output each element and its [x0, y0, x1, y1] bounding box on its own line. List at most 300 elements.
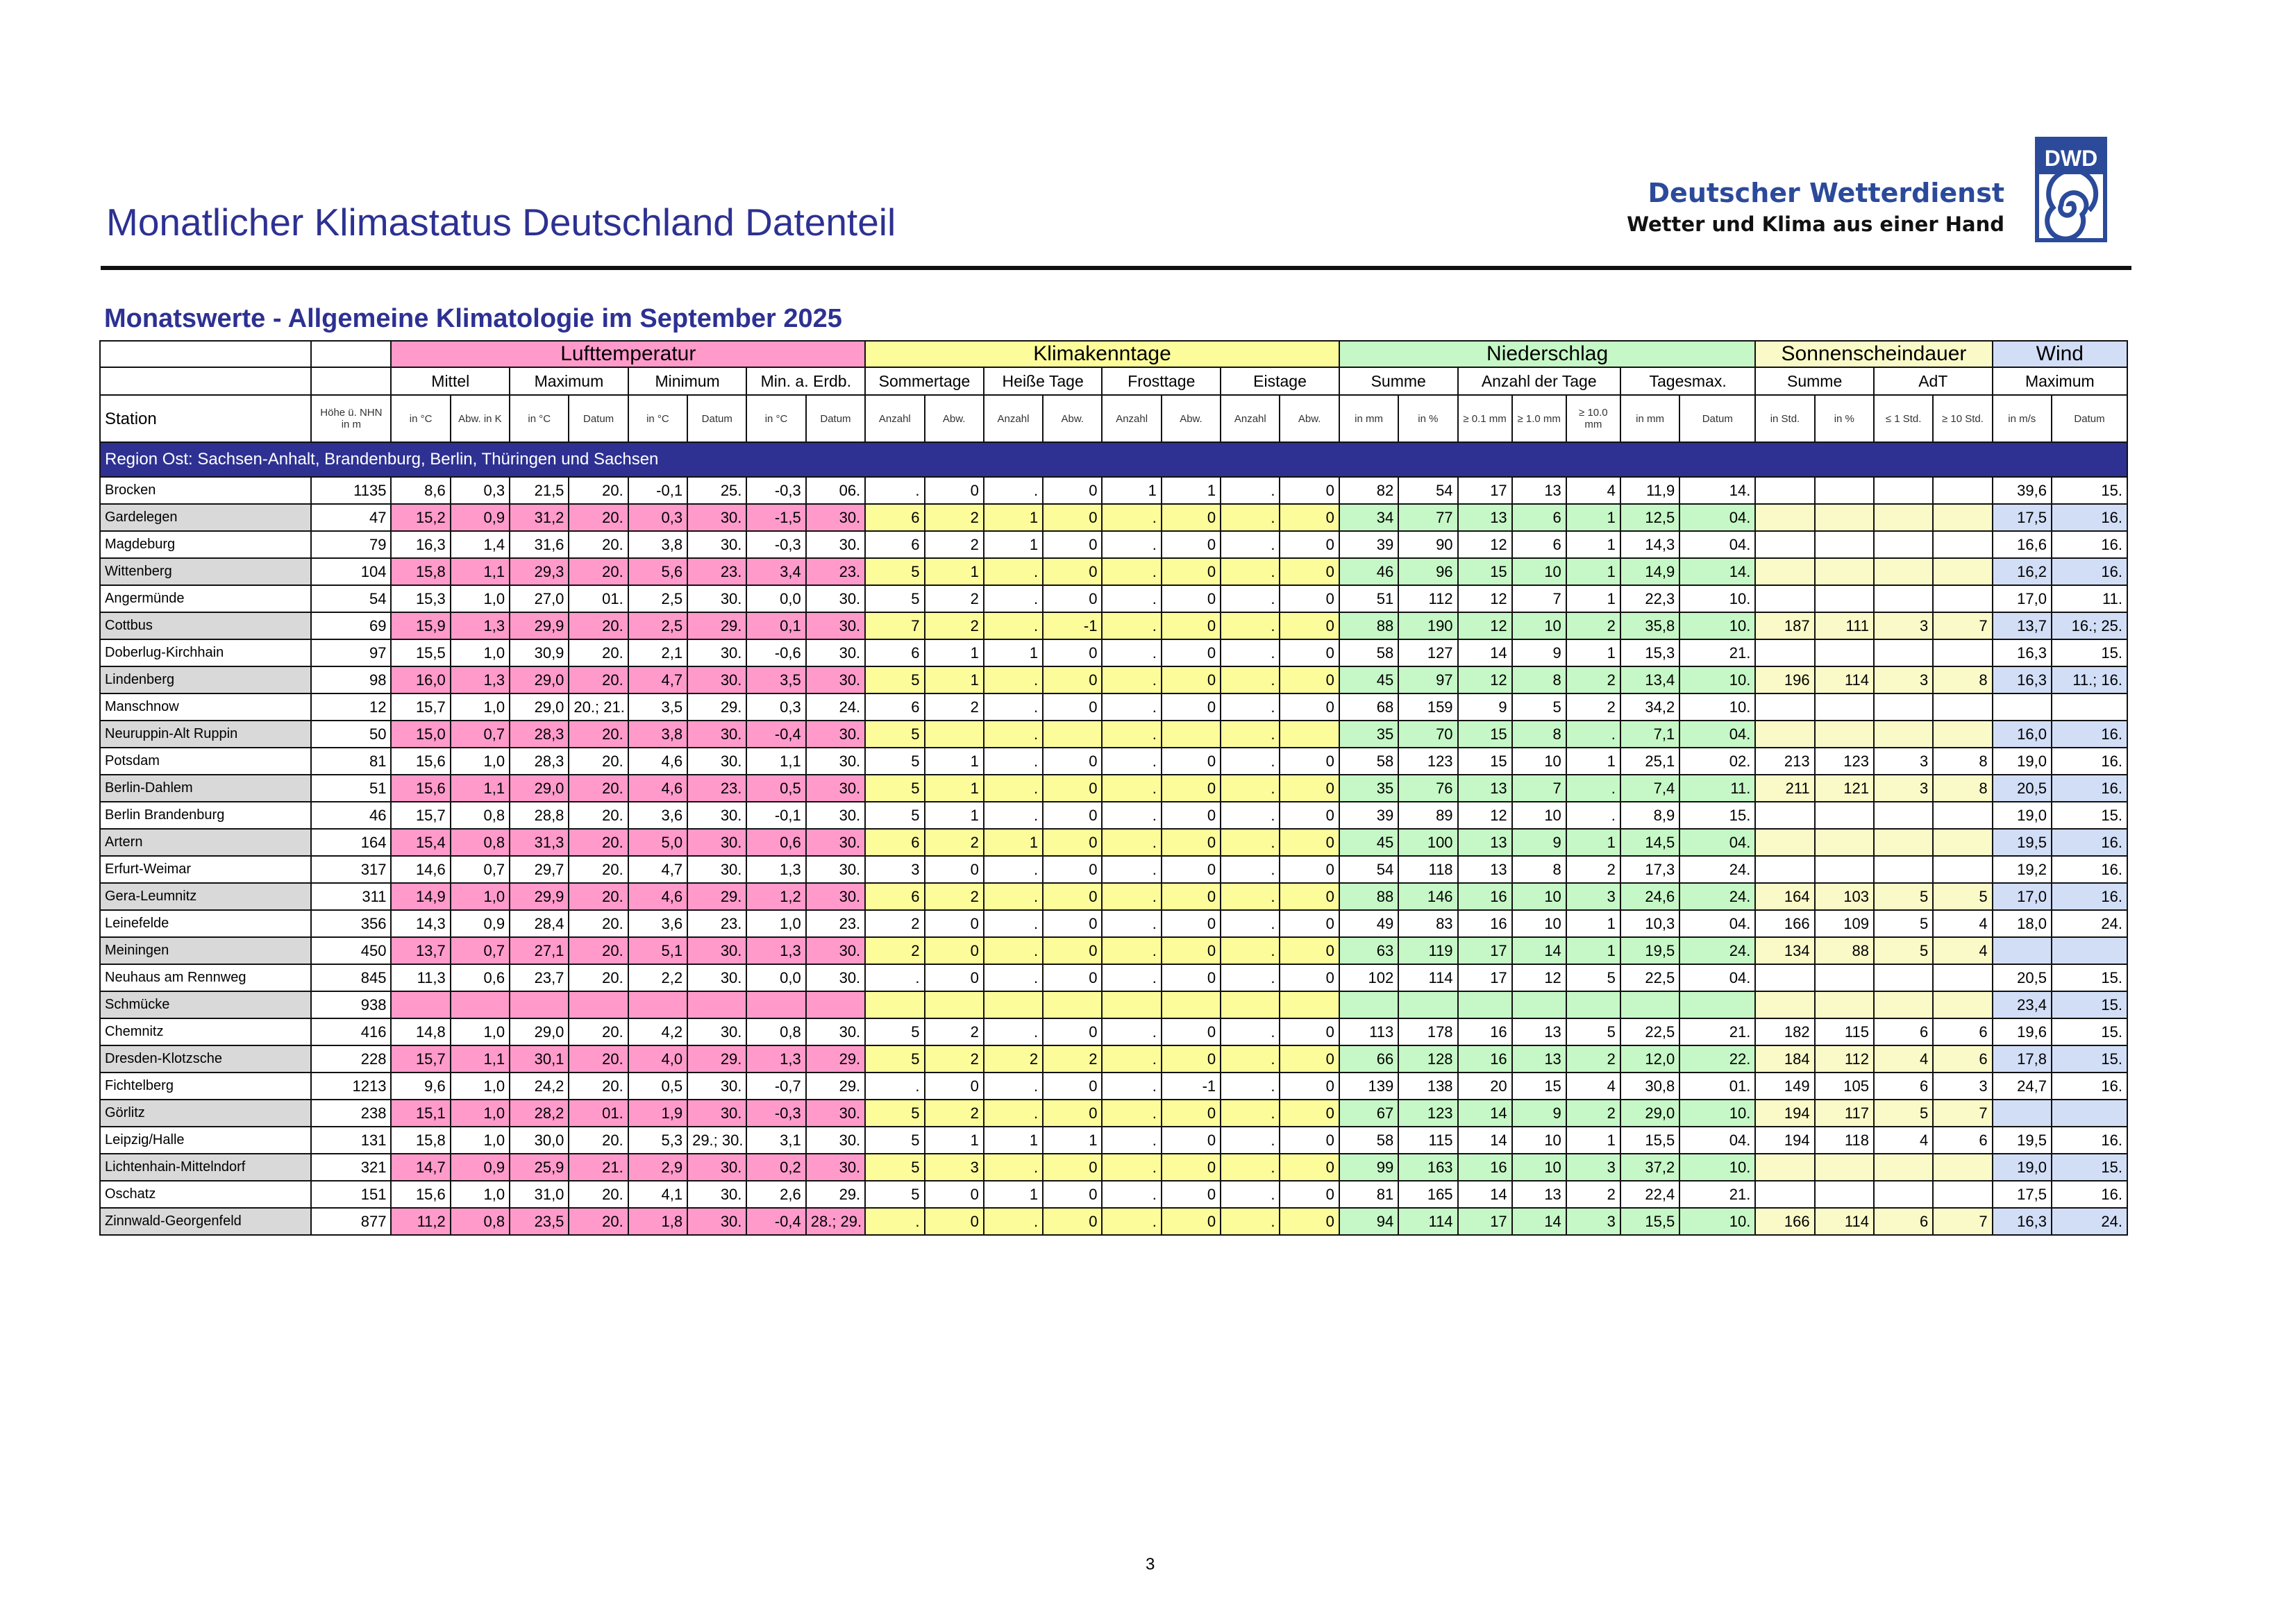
table-cell: 123 [1398, 1100, 1457, 1127]
table-cell: 29,0 [510, 1018, 569, 1045]
table-cell: 3 [1566, 883, 1620, 910]
unit-head: Abw. [1162, 395, 1221, 442]
table-cell: 0 [1162, 504, 1221, 531]
unit-head: Abw. [1280, 395, 1339, 442]
table-cell: 16,3 [1993, 639, 2052, 666]
table-cell: 18,0 [1993, 910, 2052, 937]
table-cell: 6 [865, 693, 924, 721]
table-cell: 0 [1162, 829, 1221, 856]
table-cell: 115 [1815, 1018, 1874, 1045]
table-cell: -0,6 [746, 639, 805, 666]
table-cell: 3 [1874, 666, 1933, 693]
table-cell: 6 [865, 883, 924, 910]
table-cell: 15,5 [1620, 1127, 1679, 1154]
table-cell: 20. [569, 1045, 628, 1073]
table-cell [1815, 1181, 1874, 1208]
table-cell: 17,8 [1993, 1045, 2052, 1073]
table-cell: 13 [1458, 504, 1512, 531]
table-cell: 25,9 [510, 1154, 569, 1181]
table-cell: 17,5 [1993, 1181, 2052, 1208]
table-cell: . [1102, 937, 1161, 964]
table-cell: 0,9 [451, 504, 510, 531]
table-cell: 3 [865, 856, 924, 883]
station-name: Doberlug-Kirchhain [100, 639, 311, 666]
table-cell: -1,5 [746, 504, 805, 531]
table-cell: 76 [1398, 775, 1457, 802]
table-cell: 3,1 [746, 1127, 805, 1154]
table-cell: 4 [1874, 1045, 1933, 1073]
table-cell: 5 [865, 1127, 924, 1154]
station-name: Leinefelde [100, 910, 311, 937]
table-cell [1815, 693, 1874, 721]
table-cell: . [984, 585, 1043, 612]
table-cell: . [1221, 612, 1280, 639]
table-cell: 3 [1566, 1208, 1620, 1235]
table-cell: 0 [1280, 802, 1339, 829]
table-cell: 54 [1398, 477, 1457, 504]
table-row [100, 585, 2127, 612]
table-cell: 30. [687, 585, 746, 612]
table-cell: 7 [1933, 1100, 1992, 1127]
sub-anzahl-tage: Anzahl der Tage [1458, 367, 1620, 395]
table-cell: 211 [1755, 775, 1814, 802]
sub-sd-summe: Summe [1755, 367, 1874, 395]
table-cell: 8,6 [391, 477, 450, 504]
table-cell [1755, 991, 1814, 1018]
table-cell [1755, 1181, 1814, 1208]
table-cell: 2 [925, 531, 984, 558]
table-cell [1815, 829, 1874, 856]
table-cell: 02. [1679, 748, 1755, 775]
table-cell: 3,8 [628, 721, 687, 748]
table-cell: 19,0 [1993, 802, 2052, 829]
table-cell: 16,0 [1993, 721, 2052, 748]
table-cell: 28,2 [510, 1100, 569, 1127]
station-name: Oschatz [100, 1181, 311, 1208]
table-cell: 89 [1398, 802, 1457, 829]
table-cell: 30. [687, 1154, 746, 1181]
table-cell: 20. [569, 1073, 628, 1100]
table-cell: 2 [1566, 1181, 1620, 1208]
table-cell: 0 [1162, 639, 1221, 666]
station-name: Neuruppin-Alt Ruppin [100, 721, 311, 748]
table-cell: 30. [687, 1018, 746, 1045]
unit-head: ≥ 1.0 mm [1512, 395, 1566, 442]
table-cell: 29. [806, 1045, 865, 1073]
table-cell: 1 [1043, 1127, 1102, 1154]
table-cell: 30. [687, 504, 746, 531]
table-cell: 35 [1339, 775, 1398, 802]
table-cell: 20 [1458, 1073, 1512, 1100]
table-cell: 10 [1512, 558, 1566, 585]
table-cell: 15. [2052, 1018, 2127, 1045]
table-cell: . [1221, 1127, 1280, 1154]
table-cell: 10 [1512, 748, 1566, 775]
table-cell: 30. [806, 666, 865, 693]
table-cell [1755, 693, 1814, 721]
table-cell [1874, 991, 1933, 1018]
table-cell: 8 [1933, 666, 1992, 693]
table-cell: 28.; 29. [806, 1208, 865, 1235]
table-cell: 0 [1280, 612, 1339, 639]
table-cell: -0,1 [746, 802, 805, 829]
table-cell: 0 [1043, 748, 1102, 775]
table-cell [1566, 991, 1620, 1018]
table-cell: 0 [1280, 504, 1339, 531]
table-cell: 29,0 [510, 775, 569, 802]
table-cell [1458, 991, 1512, 1018]
table-cell: 39 [1339, 531, 1398, 558]
station-name: Leipzig/Halle [100, 1127, 311, 1154]
table-cell: 14,9 [391, 883, 450, 910]
logo-name: Deutscher Wetterdienst [1648, 178, 2004, 208]
table-cell: 5 [1874, 883, 1933, 910]
table-cell [510, 991, 569, 1018]
table-cell: 10 [1512, 1127, 1566, 1154]
table-cell: 20.; 21. [569, 693, 628, 721]
table-cell: 121 [1815, 775, 1874, 802]
table-cell: 68 [1339, 693, 1398, 721]
table-cell: . [1102, 748, 1161, 775]
table-cell: 0 [1280, 1045, 1339, 1073]
table-cell: 10 [1512, 612, 1566, 639]
table-cell: 10 [1512, 910, 1566, 937]
table-cell: 20. [569, 721, 628, 748]
table-cell [1933, 477, 1992, 504]
table-cell: 1 [1566, 585, 1620, 612]
table-cell [1815, 1154, 1874, 1181]
table-cell [1874, 1154, 1933, 1181]
table-cell: 1,0 [451, 1181, 510, 1208]
table-cell: 16 [1458, 1154, 1512, 1181]
table-cell: 2,5 [628, 612, 687, 639]
table-cell: 15 [1458, 558, 1512, 585]
table-cell: 6 [865, 504, 924, 531]
table-cell [984, 991, 1043, 1018]
table-cell: 5,0 [628, 829, 687, 856]
table-cell: 88 [1339, 612, 1398, 639]
table-cell: 0 [1280, 883, 1339, 910]
table-cell: . [984, 666, 1043, 693]
table-cell: 1,0 [451, 585, 510, 612]
table-cell: 16. [2052, 531, 2127, 558]
table-cell: 30. [806, 1100, 865, 1127]
table-cell: 5 [1933, 883, 1992, 910]
table-cell: 20. [569, 1208, 628, 1235]
table-cell [1815, 639, 1874, 666]
table-cell: 8 [1933, 775, 1992, 802]
table-row [100, 1154, 2127, 1181]
table-cell: 81 [311, 748, 391, 775]
table-cell: 1,1 [451, 775, 510, 802]
logo-abbr: DWD [2044, 146, 2098, 171]
table-cell: 19,5 [1993, 1127, 2052, 1154]
table-cell: 06. [806, 477, 865, 504]
table-cell: 131 [311, 1127, 391, 1154]
table-cell: 16,2 [1993, 558, 2052, 585]
table-cell: 10. [1679, 666, 1755, 693]
table-cell: . [984, 558, 1043, 585]
table-cell: 118 [1398, 856, 1457, 883]
table-cell: 2 [1566, 666, 1620, 693]
table-cell: 0 [1162, 585, 1221, 612]
table-cell: 1 [1566, 937, 1620, 964]
table-cell: 24,7 [1993, 1073, 2052, 1100]
table-cell: 15 [1458, 721, 1512, 748]
table-cell: 10. [1679, 1208, 1755, 1235]
table-cell: 5 [865, 748, 924, 775]
table-cell: 7 [1933, 1208, 1992, 1235]
table-cell: . [1221, 666, 1280, 693]
table-cell: 30,1 [510, 1045, 569, 1073]
sub-minimum: Minimum [628, 367, 747, 395]
table-cell [1102, 991, 1161, 1018]
table-cell: 8,9 [1620, 802, 1679, 829]
table-cell: 0 [1280, 531, 1339, 558]
unit-head: Abw. [925, 395, 984, 442]
table-cell: 139 [1339, 1073, 1398, 1100]
station-name: Berlin Brandenburg [100, 802, 311, 829]
table-cell: 1 [925, 1127, 984, 1154]
table-cell: 1,0 [451, 883, 510, 910]
table-cell: 31,0 [510, 1181, 569, 1208]
table-cell: 23. [806, 910, 865, 937]
table-cell: 845 [311, 964, 391, 991]
table-cell: 1 [925, 748, 984, 775]
table-cell: 1,1 [746, 748, 805, 775]
table-cell: 4,7 [628, 666, 687, 693]
table-cell: 30. [687, 937, 746, 964]
table-cell [1874, 964, 1933, 991]
table-cell: 29,0 [510, 693, 569, 721]
table-cell: 15 [1458, 748, 1512, 775]
table-cell: 04. [1679, 964, 1755, 991]
table-cell: . [1221, 693, 1280, 721]
table-cell: 12 [1458, 802, 1512, 829]
table-cell: 0 [1280, 1127, 1339, 1154]
table-cell: 88 [1815, 937, 1874, 964]
table-cell: 0 [1280, 937, 1339, 964]
table-cell: . [984, 693, 1043, 721]
table-cell: 1,8 [628, 1208, 687, 1235]
table-cell: 1,4 [451, 531, 510, 558]
table-cell: 5 [865, 1045, 924, 1073]
table-cell: 66 [1339, 1045, 1398, 1073]
station-name: Erfurt-Weimar [100, 856, 311, 883]
table-row [100, 1127, 2127, 1154]
table-cell: . [1221, 1073, 1280, 1100]
table-cell: 30. [687, 964, 746, 991]
table-cell: 23. [687, 910, 746, 937]
table-cell: 184 [1755, 1045, 1814, 1073]
table-cell: 14,3 [391, 910, 450, 937]
table-row [100, 1100, 2127, 1127]
table-cell: 104 [311, 558, 391, 585]
table-cell: 0 [1043, 1100, 1102, 1127]
table-cell: 13 [1512, 1018, 1566, 1045]
table-cell: 6 [865, 639, 924, 666]
table-cell: 82 [1339, 477, 1398, 504]
table-cell: . [1221, 748, 1280, 775]
unit-head: Abw. [1043, 395, 1102, 442]
table-cell: 1135 [311, 477, 391, 504]
table-cell: 3 [1874, 748, 1933, 775]
table-cell: 6 [1512, 504, 1566, 531]
table-cell: 0 [1162, 775, 1221, 802]
table-cell: 0,5 [746, 775, 805, 802]
table-cell [1755, 1154, 1814, 1181]
table-cell: 2,6 [746, 1181, 805, 1208]
table-cell: 4 [1933, 910, 1992, 937]
table-cell: 0 [1043, 531, 1102, 558]
unit-head: in mm [1339, 395, 1398, 442]
table-cell: 20,5 [1993, 775, 2052, 802]
table-cell: 0 [1280, 1073, 1339, 1100]
table-cell: 35,8 [1620, 612, 1679, 639]
table-cell: 159 [1398, 693, 1457, 721]
table-cell [1933, 585, 1992, 612]
table-cell: . [1102, 531, 1161, 558]
table-cell: -0,1 [628, 477, 687, 504]
table-cell: . [1102, 693, 1161, 721]
table-cell: 196 [1755, 666, 1814, 693]
logo-tagline: Wetter und Klima aus einer Hand [1627, 212, 2004, 236]
table-cell: . [984, 856, 1043, 883]
table-cell: 28,4 [510, 910, 569, 937]
table-cell [1874, 721, 1933, 748]
table-cell: . [1102, 964, 1161, 991]
table-cell [1874, 856, 1933, 883]
table-cell: 11,3 [391, 964, 450, 991]
table-cell: 17,3 [1620, 856, 1679, 883]
table-cell: 14,8 [391, 1018, 450, 1045]
table-cell: 0,3 [628, 504, 687, 531]
table-cell: 24. [806, 693, 865, 721]
table-cell: 1 [1102, 477, 1161, 504]
table-cell: 15,8 [391, 558, 450, 585]
table-cell: 6 [1874, 1073, 1933, 1100]
group-wind: Wind [1993, 341, 2127, 367]
sub-eistage: Eistage [1221, 367, 1339, 395]
table-cell: 123 [1815, 748, 1874, 775]
table-cell: 12 [311, 693, 391, 721]
table-cell: . [1102, 504, 1161, 531]
table-cell: 2 [925, 585, 984, 612]
table-cell: 356 [311, 910, 391, 937]
table-cell: 30. [806, 1154, 865, 1181]
table-cell [1755, 531, 1814, 558]
table-row [100, 639, 2127, 666]
table-cell: 0 [1162, 883, 1221, 910]
table-cell: 2,5 [628, 585, 687, 612]
table-cell: 0,5 [628, 1073, 687, 1100]
table-cell: 14 [1458, 639, 1512, 666]
table-cell: 5 [1874, 937, 1933, 964]
table-cell: 4,6 [628, 883, 687, 910]
table-cell: . [865, 1073, 924, 1100]
table-cell: 7 [1512, 775, 1566, 802]
table-cell: 0 [925, 477, 984, 504]
table-cell: 16,3 [391, 531, 450, 558]
table-row [100, 1073, 2127, 1100]
table-cell: 2,2 [628, 964, 687, 991]
table-cell: 14,6 [391, 856, 450, 883]
table-cell: 15,1 [391, 1100, 450, 1127]
table-cell: 15,5 [391, 639, 450, 666]
table-cell: 50 [311, 721, 391, 748]
table-cell: -1 [1043, 612, 1102, 639]
table-cell: . [1102, 1073, 1161, 1100]
table-cell: 13 [1458, 775, 1512, 802]
table-cell: 15. [2052, 477, 2127, 504]
table-cell: 15,2 [391, 504, 450, 531]
table-cell: 14 [1458, 1100, 1512, 1127]
table-cell: 12 [1512, 964, 1566, 991]
table-cell: 30. [806, 504, 865, 531]
table-cell: 1 [1566, 558, 1620, 585]
table-cell: . [1102, 721, 1161, 748]
table-cell: -0,7 [746, 1073, 805, 1100]
table-cell: 58 [1339, 639, 1398, 666]
table-cell: . [1221, 721, 1280, 748]
table-cell: 0 [1162, 1127, 1221, 1154]
table-cell: 25,1 [1620, 748, 1679, 775]
table-cell: . [984, 748, 1043, 775]
table-cell: 69 [311, 612, 391, 639]
table-cell: 30. [687, 802, 746, 829]
table-cell: . [984, 612, 1043, 639]
unit-head: Anzahl [1221, 395, 1280, 442]
table-cell: 1 [925, 802, 984, 829]
table-cell: 123 [1398, 748, 1457, 775]
table-cell: 2 [925, 1100, 984, 1127]
table-cell: 1 [1566, 910, 1620, 937]
station-name: Dresden-Klotzsche [100, 1045, 311, 1073]
table-cell: 14. [1679, 558, 1755, 585]
table-cell: 30. [687, 856, 746, 883]
table-cell: 30. [806, 748, 865, 775]
table-cell: . [1221, 856, 1280, 883]
section-title: Monatswerte - Allgemeine Klimatologie im September 2025 [104, 304, 842, 333]
sub-maximum: Maximum [510, 367, 628, 395]
table-cell: 15,9 [391, 612, 450, 639]
table-cell: 13 [1512, 477, 1566, 504]
table-cell: 12 [1458, 612, 1512, 639]
table-cell: 16. [2052, 1127, 2127, 1154]
table-cell: 1 [984, 1181, 1043, 1208]
table-cell [1815, 531, 1874, 558]
table-cell: 16 [1458, 1045, 1512, 1073]
table-cell: 0,1 [746, 612, 805, 639]
table-cell: 4 [1874, 1127, 1933, 1154]
dwd-logo-icon [2035, 137, 2107, 242]
table-cell: 0,3 [451, 477, 510, 504]
table-cell: 111 [1815, 612, 1874, 639]
table-cell: 14,5 [1620, 829, 1679, 856]
table-cell: 7,4 [1620, 775, 1679, 802]
sub-adt: AdT [1874, 367, 1993, 395]
table-row [100, 802, 2127, 829]
page-number: 3 [1146, 1555, 1155, 1574]
table-cell: 29.; 30. [687, 1127, 746, 1154]
table-cell: 5 [865, 585, 924, 612]
table-cell [1339, 991, 1398, 1018]
table-cell: 2,9 [628, 1154, 687, 1181]
table-cell: . [984, 1208, 1043, 1235]
table-cell: 0 [1162, 964, 1221, 991]
table-cell: . [1102, 802, 1161, 829]
table-cell: 31,3 [510, 829, 569, 856]
